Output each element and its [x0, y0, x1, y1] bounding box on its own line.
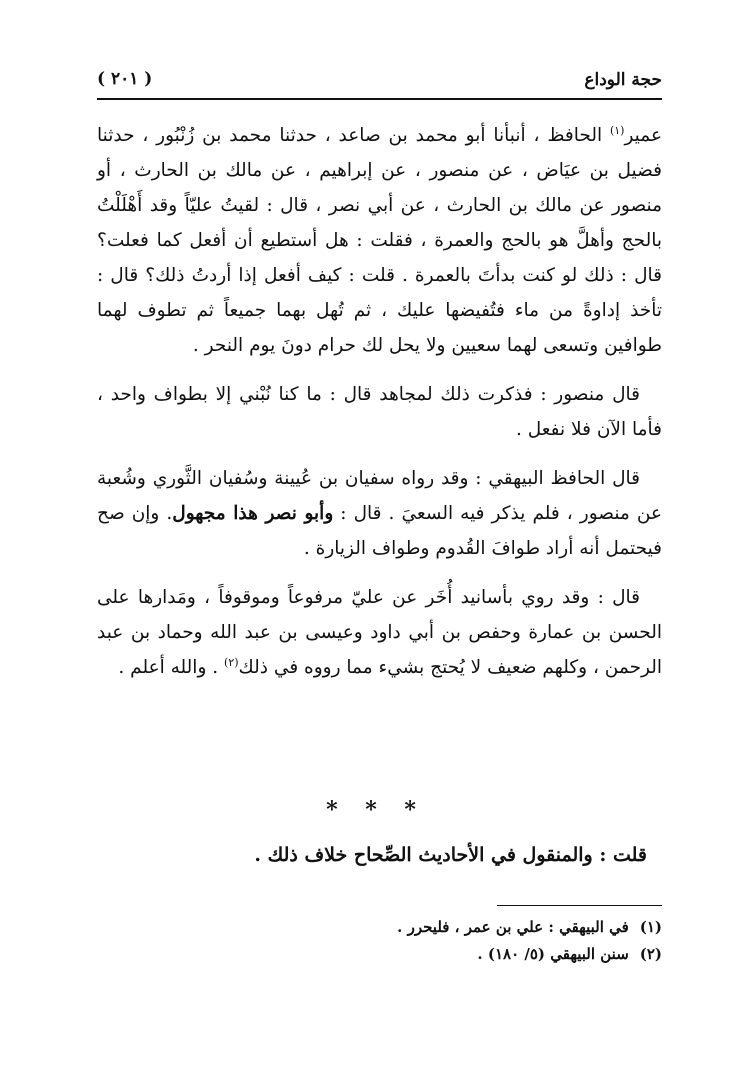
paragraph-1-start: عمير: [624, 125, 662, 146]
page-number: ( ٢٠١ ): [97, 69, 153, 89]
footnote-ref-1: (١): [609, 123, 625, 137]
paragraph-1-end: الحافظ ، أنبأنا أبو محمد بن صاعد ، حدثنا محمد بن زُنْبُور ، حدثنا فضيل بن عيَاض ، عن منصور ، عن إبراهيم ، عن مالك بن الحارث ، أو منصور عن مالك بن الحارث ، عن أبي نصر ، قال : لقيتُ عليّاً وقد أَهْلَلْتُ بالحج وأهلَّ هو بالحج والعمرة ، فقلت : هل أستطيع أن أفعل كما فعلت؟ قال : ذلك لو كنت بدأتَ بالعمرة . قلت : كيف أفعل إذا أردتُ ذلك؟ قال : تأخذ إداوةً من ماء فتُفيضها عليك ، ثم تُهل بهما جميعاً ثم تطوف لهما طوافين وتسعى لهما سعيين ولا يحل لك حرام دونَ يوم النحر .: [97, 125, 662, 356]
paragraph-3-bold: وأبو نصر هذا مجهول: [172, 503, 334, 524]
paragraph-4-end: . والله أعلم .: [118, 657, 225, 678]
paragraph-4: [97, 580, 662, 685]
conclusion-line: قلت : والمنقول في الأحاديث الصِّحاح خلاف ذلك .: [254, 844, 647, 866]
footnote-2-number: (٢): [639, 945, 662, 963]
running-header: [97, 66, 662, 100]
header-title: حجة الوداع: [584, 70, 662, 90]
main-text: [97, 118, 662, 685]
footnote-2-text: سنن البيهقي (٥/ ١٨٠) .: [477, 945, 629, 963]
paragraph-4-start: قال : وقد روي بأسانيد أُخَر عن عليّ مرفوعاً وموقوفاً ، ومَدارها على الحسن بن عمارة وحفص بن أبي داود وعيسى بن عبد الله وحماد بن عبد الرحمن ، وكلهم ضعيف لا يُحتج بشيء مما رووه في ذلك: [97, 587, 662, 678]
footnotes: [97, 914, 662, 968]
footnote-1: [97, 914, 662, 941]
paragraph-3-start: قال الحافظ البيهقي : وقد رواه سفيان بن عُيينة وسُفيان الثَّوري وشُعبة عن منصور ، فلم يذكر فيه السعيَ . قال :: [97, 468, 662, 524]
footnote-divider: [497, 905, 662, 906]
footnote-ref-2: (٢): [224, 655, 239, 669]
footnote-2: [97, 941, 662, 968]
paragraph-3: [97, 461, 662, 566]
paragraph-3-end: . وإن صح فيحتمل أنه أراد طوافَ القُدوم وطواف الزيارة .: [97, 503, 662, 559]
section-separator: * * *: [326, 797, 426, 823]
paragraph-2: قال منصور : فذكرت ذلك لمجاهد قال : ما كنا نُبْني إلا بطواف واحد ، فأما الآن فلا نفعل .: [97, 384, 662, 440]
footnote-1-number: (١): [639, 918, 662, 936]
paragraph-1: [97, 118, 662, 363]
footnote-1-text: في البيهقي : علي بن عمر ، فليحرر .: [397, 918, 629, 936]
